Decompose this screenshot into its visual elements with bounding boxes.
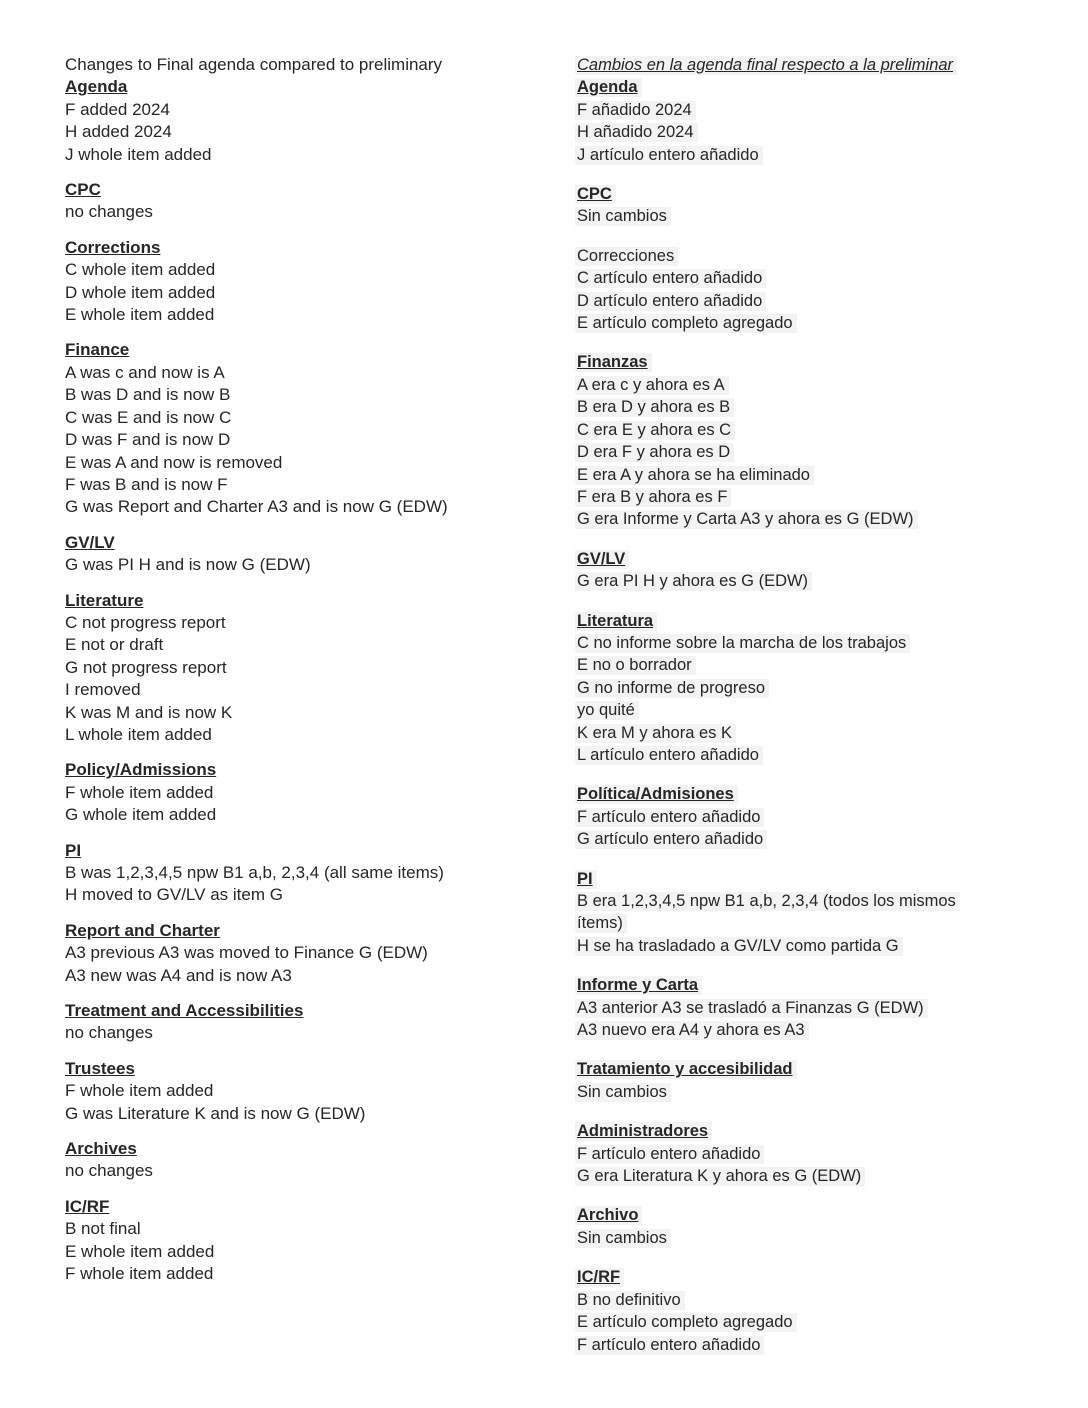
section bbox=[65, 759, 545, 826]
section-heading bbox=[577, 548, 1037, 570]
change-line-text: Sin cambios bbox=[575, 1083, 671, 1102]
change-line-text: H se ha trasladado a GV/LV como partida G bbox=[575, 937, 903, 956]
change-line bbox=[65, 1218, 545, 1240]
change-line bbox=[65, 144, 545, 166]
change-line-text: D era F y ahora es D bbox=[575, 443, 734, 462]
section-heading bbox=[577, 76, 1037, 98]
section bbox=[65, 532, 545, 577]
change-line bbox=[577, 1334, 1037, 1356]
change-line bbox=[65, 1160, 545, 1182]
change-line-text: G era PI H y ahora es G (EDW) bbox=[575, 572, 812, 591]
change-line-text: C not progress report bbox=[65, 612, 226, 632]
change-line-text: G artículo entero añadido bbox=[575, 830, 767, 849]
section-heading bbox=[65, 840, 545, 862]
change-line bbox=[65, 282, 545, 304]
change-line-text: E era A y ahora se ha eliminado bbox=[575, 466, 814, 485]
change-line bbox=[577, 1311, 1037, 1333]
change-line-text: G was Literature K and is now G (EDW) bbox=[65, 1103, 366, 1123]
change-line-text: H añadido 2024 bbox=[575, 123, 698, 142]
section-heading bbox=[577, 245, 1037, 267]
change-line bbox=[65, 634, 545, 656]
change-line-text: I removed bbox=[65, 680, 141, 700]
section-heading-text: Finanzas bbox=[575, 353, 652, 372]
change-line-text: F artículo entero añadido bbox=[575, 1336, 764, 1355]
change-line-text: A era c y ahora es A bbox=[575, 376, 729, 395]
change-line-text: C era E y ahora es C bbox=[575, 421, 735, 440]
section-heading bbox=[577, 610, 1037, 632]
section-heading-text: IC/RF bbox=[575, 1268, 624, 1287]
change-line-text: F artículo entero añadido bbox=[575, 808, 764, 827]
section-heading-text: Trustees bbox=[65, 1058, 135, 1078]
change-line bbox=[577, 1227, 1037, 1249]
change-line-text: D whole item added bbox=[65, 282, 216, 302]
change-line bbox=[577, 1081, 1037, 1103]
section bbox=[65, 237, 545, 327]
section-heading-text: Correcciones bbox=[575, 247, 678, 266]
change-line bbox=[65, 1103, 545, 1125]
change-line-text: G era Informe y Carta A3 y ahora es G (EDW) bbox=[575, 510, 918, 529]
section-heading-text: CPC bbox=[575, 185, 616, 204]
change-line bbox=[65, 121, 545, 143]
change-line bbox=[577, 912, 1037, 934]
change-line bbox=[577, 419, 1037, 441]
section-heading bbox=[65, 1058, 545, 1080]
change-line-text: B was 1,2,3,4,5 npw B1 a,b, 2,3,4 (all same items) bbox=[65, 863, 444, 882]
section-heading bbox=[65, 1196, 545, 1218]
change-line-text: L artículo entero añadido bbox=[575, 746, 763, 765]
change-line bbox=[577, 374, 1037, 396]
section-heading bbox=[577, 1266, 1037, 1288]
change-line bbox=[577, 722, 1037, 744]
section-heading bbox=[65, 532, 545, 554]
section-heading-text: Literature bbox=[65, 590, 144, 610]
change-line bbox=[577, 654, 1037, 676]
change-line bbox=[577, 1289, 1037, 1311]
section-heading-text: PI bbox=[575, 870, 597, 889]
section bbox=[65, 920, 545, 987]
section-heading-text: Archives bbox=[65, 1139, 137, 1159]
change-line bbox=[577, 486, 1037, 508]
change-line bbox=[65, 384, 545, 406]
change-line bbox=[577, 1165, 1037, 1187]
translated-document-title-text: Cambios en la agenda final respecto a la preliminar bbox=[575, 56, 957, 75]
change-line bbox=[65, 1022, 545, 1044]
change-line bbox=[65, 496, 545, 518]
change-line bbox=[577, 464, 1037, 486]
section bbox=[65, 1000, 545, 1045]
section-heading-text: Política/Admisiones bbox=[575, 785, 738, 804]
section-heading-text: Report and Charter bbox=[65, 920, 220, 940]
change-line bbox=[65, 407, 545, 429]
change-line bbox=[65, 679, 545, 701]
change-line bbox=[65, 201, 545, 223]
change-line-text: D artículo entero añadido bbox=[575, 292, 766, 311]
change-line bbox=[65, 942, 545, 964]
change-line bbox=[577, 806, 1037, 828]
section-heading-text: PI bbox=[65, 840, 82, 860]
change-line-text: F was B and is now F bbox=[65, 474, 228, 494]
section bbox=[65, 1196, 545, 1286]
section bbox=[577, 1120, 1037, 1187]
spanish-translation-column bbox=[577, 54, 1037, 1373]
change-line-text: yo quité bbox=[575, 701, 639, 720]
change-line-text: B no definitivo bbox=[575, 1291, 685, 1310]
section-heading bbox=[65, 237, 545, 259]
section-heading-text: GV/LV bbox=[575, 550, 629, 569]
section bbox=[65, 1058, 545, 1125]
section bbox=[577, 183, 1037, 228]
section-heading bbox=[65, 76, 545, 98]
change-line bbox=[65, 884, 545, 906]
change-line bbox=[65, 554, 545, 576]
change-line bbox=[65, 965, 545, 987]
section bbox=[577, 548, 1037, 593]
section-heading bbox=[577, 1120, 1037, 1142]
change-line-text: C was E and is now C bbox=[65, 407, 232, 427]
change-line bbox=[65, 1080, 545, 1102]
change-line bbox=[65, 804, 545, 826]
change-line bbox=[65, 702, 545, 724]
change-line bbox=[65, 362, 545, 384]
change-line-text: G was Report and Charter A3 and is now G (EDW) bbox=[65, 497, 448, 517]
change-line bbox=[577, 441, 1037, 463]
change-line bbox=[577, 632, 1037, 654]
change-line-text: K was M and is now K bbox=[65, 702, 233, 722]
change-line-text: A was c and now is A bbox=[65, 362, 225, 382]
change-line-text: F added 2024 bbox=[65, 99, 170, 119]
change-line-text: J artículo entero añadido bbox=[575, 146, 763, 165]
change-line-text: D was F and is now D bbox=[65, 430, 231, 450]
section bbox=[577, 1266, 1037, 1356]
change-line-text: Sin cambios bbox=[575, 1229, 671, 1248]
change-line-text: G was PI H and is now G (EDW) bbox=[65, 555, 311, 575]
change-line-text: B era 1,2,3,4,5 npw B1 a,b, 2,3,4 (todos los mismos bbox=[575, 892, 960, 911]
change-line bbox=[577, 312, 1037, 334]
change-line bbox=[577, 828, 1037, 850]
change-line-text: E whole item added bbox=[65, 305, 215, 325]
section bbox=[577, 610, 1037, 767]
section-heading bbox=[65, 1138, 545, 1160]
section-heading bbox=[65, 590, 545, 612]
section-heading-text: Literatura bbox=[575, 612, 657, 631]
section-heading bbox=[577, 974, 1037, 996]
change-line-text: G not progress report bbox=[65, 657, 227, 677]
document-title-text: Changes to Final agenda compared to preliminary bbox=[65, 55, 443, 74]
section bbox=[577, 351, 1037, 530]
change-line-text: F añadido 2024 bbox=[575, 101, 696, 120]
section bbox=[65, 76, 545, 166]
change-line-text: E artículo completo agregado bbox=[575, 1313, 797, 1332]
change-line bbox=[577, 677, 1037, 699]
change-line-text: E no o borrador bbox=[575, 656, 696, 675]
section-heading-text: Agenda bbox=[575, 78, 642, 97]
section-heading bbox=[577, 1058, 1037, 1080]
section-heading-text: Treatment and Accessibilities bbox=[65, 1001, 304, 1021]
change-line bbox=[65, 259, 545, 281]
change-line-text: ítems) bbox=[575, 914, 627, 933]
section bbox=[65, 179, 545, 224]
section bbox=[577, 868, 1037, 958]
change-line-text: E not or draft bbox=[65, 635, 164, 655]
change-line-text: E was A and now is removed bbox=[65, 452, 283, 472]
section-heading-text: Informe y Carta bbox=[575, 976, 702, 995]
change-line-text: F artículo entero añadido bbox=[575, 1145, 764, 1164]
change-line-text: G whole item added bbox=[65, 805, 217, 825]
change-line bbox=[65, 612, 545, 634]
change-line-text: A3 anterior A3 se trasladó a Finanzas G (EDW) bbox=[575, 999, 928, 1018]
change-line bbox=[577, 1019, 1037, 1041]
change-line bbox=[577, 508, 1037, 530]
change-line bbox=[577, 121, 1037, 143]
section bbox=[65, 1138, 545, 1183]
section-heading-text: Tratamiento y accesibilidad bbox=[575, 1060, 797, 1079]
change-line-text: E whole item added bbox=[65, 1241, 215, 1261]
change-line-text: F whole item added bbox=[65, 782, 214, 802]
change-line bbox=[577, 396, 1037, 418]
change-line bbox=[65, 304, 545, 326]
change-line-text: A3 previous A3 was moved to Finance G (EDW) bbox=[65, 943, 428, 963]
change-line-text: E artículo completo agregado bbox=[575, 314, 797, 333]
change-line bbox=[577, 267, 1037, 289]
change-line bbox=[65, 657, 545, 679]
change-line bbox=[65, 1263, 545, 1285]
change-line-text: F whole item added bbox=[65, 1081, 214, 1101]
section bbox=[65, 339, 545, 518]
section-heading-text: Archivo bbox=[575, 1206, 642, 1225]
section-heading bbox=[577, 351, 1037, 373]
change-line-text: B was D and is now B bbox=[65, 385, 231, 405]
change-line-text: no changes bbox=[65, 1023, 153, 1043]
section-heading-text: Corrections bbox=[65, 237, 161, 257]
change-line-text: G era Literatura K y ahora es G (EDW) bbox=[575, 1167, 865, 1186]
change-line bbox=[577, 890, 1037, 912]
change-line-text: J whole item added bbox=[65, 144, 212, 164]
change-line-text: K era M y ahora es K bbox=[575, 724, 736, 743]
section bbox=[577, 1204, 1037, 1249]
change-line bbox=[65, 862, 545, 884]
change-line-text: Sin cambios bbox=[575, 207, 671, 226]
change-line bbox=[65, 99, 545, 121]
section-heading bbox=[577, 868, 1037, 890]
section bbox=[65, 840, 545, 907]
section-heading bbox=[577, 1204, 1037, 1226]
change-line bbox=[65, 1241, 545, 1263]
change-line-text: H added 2024 bbox=[65, 122, 172, 142]
section-heading-text: Finance bbox=[65, 340, 130, 360]
section-heading bbox=[65, 920, 545, 942]
section bbox=[577, 1058, 1037, 1103]
change-line bbox=[577, 1143, 1037, 1165]
change-line-text: C whole item added bbox=[65, 260, 216, 280]
section-heading bbox=[65, 179, 545, 201]
section bbox=[577, 245, 1037, 335]
change-line-text: G no informe de progreso bbox=[575, 679, 769, 698]
section-heading bbox=[65, 759, 545, 781]
change-line bbox=[577, 144, 1037, 166]
change-line bbox=[65, 782, 545, 804]
section-heading bbox=[65, 1000, 545, 1022]
change-line bbox=[65, 474, 545, 496]
section bbox=[577, 974, 1037, 1041]
change-line bbox=[577, 570, 1037, 592]
section bbox=[577, 783, 1037, 850]
change-line bbox=[577, 205, 1037, 227]
section-heading-text: Administradores bbox=[575, 1122, 712, 1141]
change-line bbox=[577, 935, 1037, 957]
change-line-text: A3 nuevo era A4 y ahora es A3 bbox=[575, 1021, 809, 1040]
section-heading-text: IC/RF bbox=[65, 1196, 110, 1216]
change-line-text: F whole item added bbox=[65, 1264, 214, 1284]
translated-document-title bbox=[577, 54, 1037, 76]
change-line-text: C no informe sobre la marcha de los trabajos bbox=[575, 634, 910, 653]
section bbox=[65, 590, 545, 747]
section bbox=[577, 76, 1037, 166]
english-column bbox=[65, 54, 545, 1299]
change-line-text: B era D y ahora es B bbox=[575, 398, 734, 417]
change-line bbox=[65, 452, 545, 474]
change-line bbox=[577, 699, 1037, 721]
change-line bbox=[65, 429, 545, 451]
section-heading bbox=[577, 783, 1037, 805]
change-line bbox=[577, 99, 1037, 121]
change-line-text: L whole item added bbox=[65, 724, 212, 744]
section-heading bbox=[65, 339, 545, 361]
section-heading bbox=[577, 183, 1037, 205]
change-line bbox=[577, 997, 1037, 1019]
change-line bbox=[577, 290, 1037, 312]
change-line bbox=[65, 724, 545, 746]
change-line-text: no changes bbox=[65, 1161, 153, 1181]
change-line bbox=[577, 744, 1037, 766]
change-line-text: A3 new was A4 and is now A3 bbox=[65, 965, 292, 985]
change-line-text: C artículo entero añadido bbox=[575, 269, 766, 288]
section-heading-text: Policy/Admissions bbox=[65, 760, 217, 780]
section-heading-text: GV/LV bbox=[65, 532, 115, 552]
change-line-text: H moved to GV/LV as item G bbox=[65, 885, 283, 905]
change-line-text: no changes bbox=[65, 202, 153, 222]
document-title bbox=[65, 54, 545, 76]
change-line-text: B not final bbox=[65, 1219, 141, 1239]
section-heading-text: CPC bbox=[65, 180, 101, 200]
change-line-text: F era B y ahora es F bbox=[575, 488, 731, 507]
section-heading-text: Agenda bbox=[65, 77, 128, 97]
